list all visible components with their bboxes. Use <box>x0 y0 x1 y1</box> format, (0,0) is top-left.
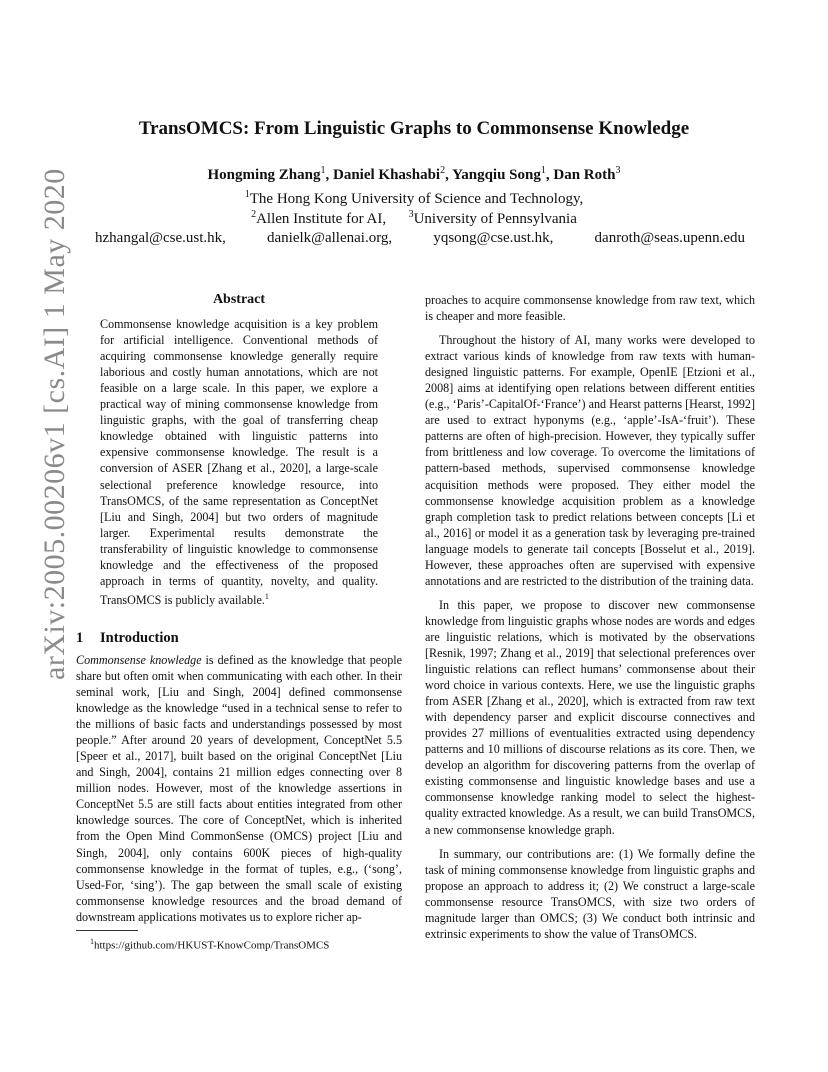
footnote <box>90 937 329 952</box>
paper-title: TransOMCS: From Linguistic Graphs to Commonsense Knowledge <box>138 118 690 139</box>
affil-sup: 3 <box>408 209 414 220</box>
affil-text: Allen Institute for AI, <box>256 211 387 227</box>
footnote-rule <box>76 930 138 931</box>
footnote-number: 1 <box>90 937 94 946</box>
affiliation-line-1 <box>0 189 828 208</box>
author-name: Dan Roth <box>553 167 616 183</box>
section-title: Introduction <box>100 629 179 646</box>
arxiv-stamp: arXiv:2005.00206v1 [cs.AI] 1 May 2020 <box>38 168 71 680</box>
affiliation-line-2 <box>0 209 828 228</box>
affil-sup: 1 <box>244 189 250 200</box>
author-sup: 2 <box>440 165 446 176</box>
intro-paragraph-4: In summary, our contributions are: (1) We formally define the task of mining commonsense knowledge from linguistic graphs and propose an approach to address it; (2) We construct a large-scale commonsense resource TransOMCS, with size two orders of magnitude larger than OMCS; (3) We conduct both intrinsic and extrinsic experiments to show the value of TransOMCS. <box>425 846 755 941</box>
author-sup: 3 <box>615 165 621 176</box>
abstract-body <box>100 316 378 608</box>
abstract-text: Commonsense knowledge acquisition is a key problem for artificial intelligence. Conventional methods of acquiring commonsense knowledge generally require laborious and costly human annotations, which are not feasible on a large scale. In this paper, we explore a practical way of mining commonsense knowledge from linguistic graphs, with the goal of transferring cheap knowledge obtained with linguistic patterns into expensive commonsense knowledge. The result is a conversion of ASER [Zhang et al., 2020], a large-scale selectional preference knowledge resource, into TransOMCS, of the same representation as ConceptNet [Liu and Singh, 2004] but two orders of magnitude larger. Experimental results demonstrate the transferability of linguistic knowledge to commonsense knowledge and the effectiveness of the proposed approach in terms of quantity, novelty, and quality. TransOMCS is publicly available. <box>100 317 378 607</box>
section-heading <box>76 630 402 646</box>
email: yqsong@cse.ust.hk, <box>433 230 554 246</box>
email-list <box>95 230 745 247</box>
intro-paragraph-continued: proaches to acquire commonsense knowledge from raw text, which is cheaper and more feasible. <box>425 293 755 324</box>
left-column <box>76 292 402 925</box>
affil-sup: 2 <box>251 209 257 220</box>
email: danroth@seas.upenn.edu <box>594 230 745 246</box>
author-name: Hongming Zhang <box>207 167 321 183</box>
email: danielk@allenai.org, <box>267 230 393 246</box>
intro-paragraph-1 <box>76 652 402 925</box>
intro-text: is defined as the knowledge that people share but often omit when communicating with each other. In their seminal work, [Liu and Singh, 2004] defined commonsense knowledge as the knowledge “used in a technical sense to refer to the millions of basic facts and understandings possessed by most people.” After around 20 years of development, ConceptNet 5.5 [Speer et al., 2017], built based on the original ConceptNet [Liu and Singh, 2004], contains 21 million edges connecting over 8 million nodes. However, most of the knowledge assertions in ConceptNet 5.5 are still facts about entities integrated from other knowledge sources. The core of ConceptNet, which is inherited from the Open Mind CommonSense (OMCS) project [Liu and Singh, 2004], only contains 600K pieces of high-quality commonsense knowledge in the format of tuples, e.g., (‘song’, Used-For, ‘sing’). The gap between the small scale of existing commonsense knowledge resources and the broad demand of downstream applications motivates us to explore richer ap- <box>76 652 402 924</box>
affil-text: University of Pennsylvania <box>413 211 577 227</box>
author-sup: 1 <box>320 165 326 176</box>
intro-paragraph-2: Throughout the history of AI, many works were developed to extract various kinds of knowledge from raw texts with human-designed linguistic patterns. For example, OpenIE [Etzioni et al., 2008] aims at identifying open relations between different entities (e.g., ‘Paris’-CapitalOf-‘France’) and Hearst patterns [Hearst, 1992] are used to extract hyponyms (e.g., ‘apple’-IsA-‘fruit’). These patterns are often of high-precision. However, they typically suffer from brittleness and low coverage. To overcome the limitations of pattern-based methods, supervised commonsense knowledge acquisition methods were proposed. They either model the commonsense knowledge acquisition problem as a knowledge graph completion task to predict relations between concepts [Li et al., 2016] or model it as a generation task by leveraging pre-trained language models to generate tail concepts [Bosselut et al., 2019]. However, these approaches often are supervised with expensive annotations and are restricted to the distribution of the training data. <box>425 333 755 588</box>
author-name: Yangqiu Song <box>452 167 541 183</box>
right-column <box>425 292 755 942</box>
intro-paragraph-3: In this paper, we propose to discover new commonsense knowledge from linguistic graphs whose nodes are words and edges are linguistic relations, which is motivated by the observations [Resnik, 1997; Zhang et al., 2019] that selectional preferences over linguistic relations can reflect humans’ commonsense about their word choice in various contexts. Here, we use the linguistic graphs from ASER [Zhang et al., 2020], which is extracted from raw text with dependency parser and explicit discourse connectives and provides 27 millions of eventualities extracted using dependency patterns and 10 millions of discourse relations as its core. Then, we develop an algorithm for discovering patterns from the overlap of existing commonsense and linguistic knowledge bases and use a commonsense knowledge ranking model to select the highest-quality extracted knowledge. As a result, we can build TransOMCS, a new commonsense knowledge graph. <box>425 597 755 837</box>
footnote-mark: 1 <box>264 591 269 601</box>
email: hzhangal@cse.ust.hk, <box>95 230 226 246</box>
footnote-link[interactable]: https://github.com/HKUST-KnowComp/TransOMCS <box>94 939 330 952</box>
intro-lead-term: Commonsense knowledge <box>76 652 202 667</box>
author-name: Daniel Khashabi <box>332 167 441 183</box>
affil-text: The Hong Kong University of Science and Technology, <box>249 191 584 207</box>
author-sup: 1 <box>540 165 546 176</box>
abstract-heading: Abstract <box>212 292 266 307</box>
section-number: 1 <box>76 629 84 646</box>
author-list: Hongming Zhang$^1$, Daniel Khashabi$^2$, Yangqiu Song$^1$, Dan Roth$^3$ <box>207 165 621 183</box>
